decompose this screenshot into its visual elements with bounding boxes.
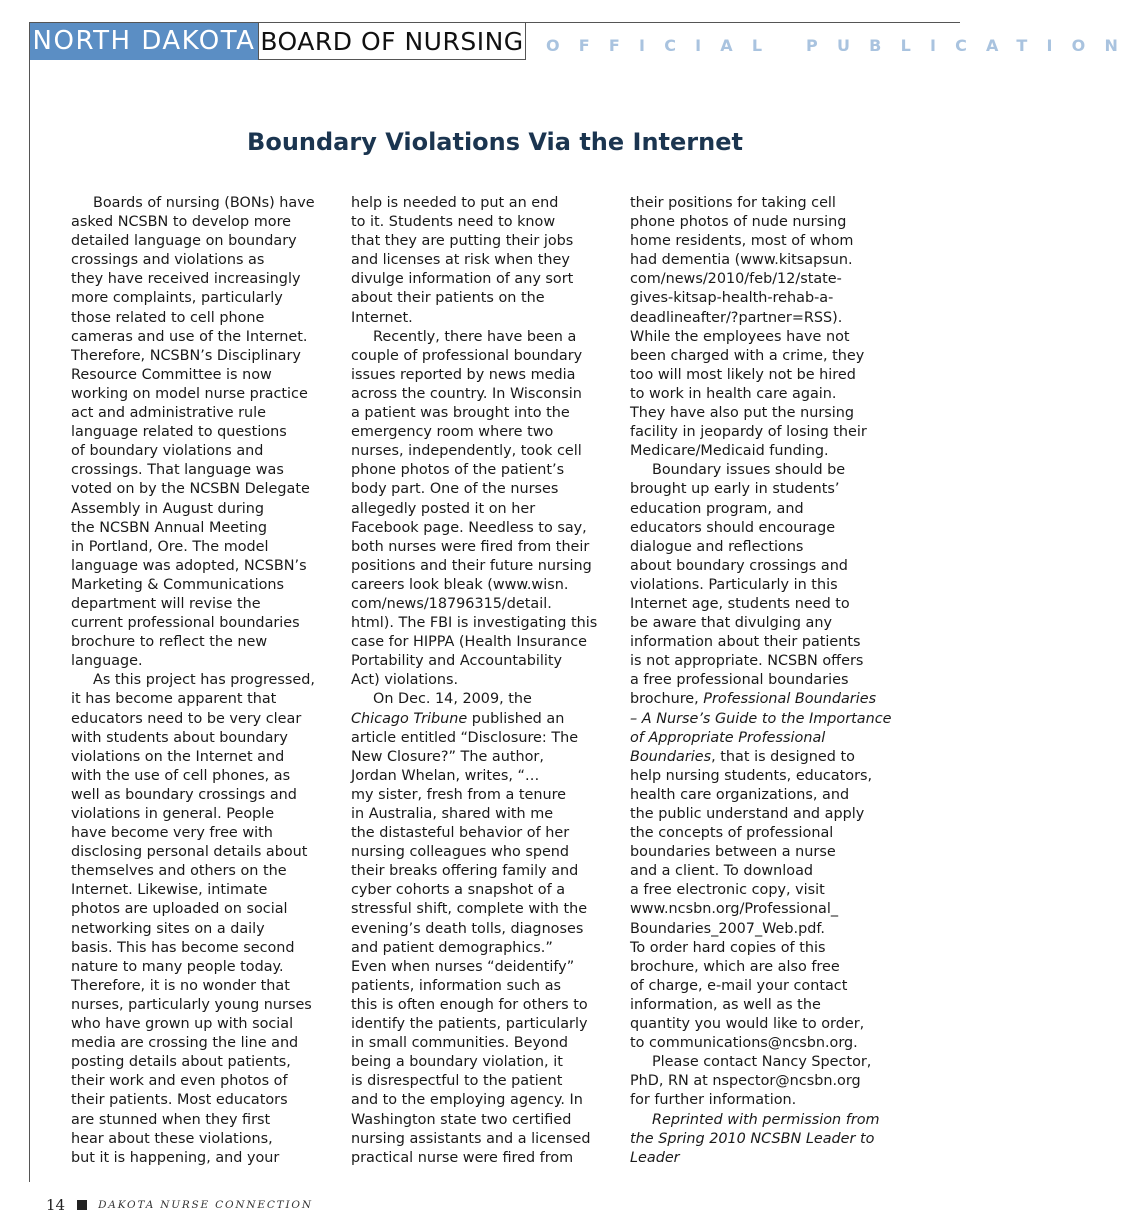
reprint-note (630, 1111, 960, 1168)
paragraph (351, 690, 613, 1167)
masthead-board: BOARD OF NURSING (258, 23, 526, 60)
article-column-2 (351, 194, 613, 1168)
paragraph: As this project has progressed, it has become apparent that educators need to be very clear with students about boundary violations on the Internet and with the use of cell phones, as well as boundary crossings and violations in general. People have become very free with disclosing personal details about themselves and others on the Internet. Likewise, intimate photos are uploaded on social networking sites on a daily basis. This has become second nature to many people today. Therefore, it is no wonder that nurses, particularly young nurses who have grown up with social media are crossing the line and posting details about patients, their work and even photos of their patients. Most educators are stunned when they first hear about these violations, but it is happening, and your (71, 672, 315, 1166)
paragraph: Please contact Nancy Spector, PhD, RN at nspector@ncsbn.org for further information. (630, 1054, 872, 1109)
text-run: , that is designed to help nursing students, educators, health care organizations, and the public understand and apply the concepts of professional boundaries between a nurse and a client. To download a free electronic copy, visit www.ncsbn.org/Professional_ Boundaries_2007_Web.pdf. To order hard copies of this brochure, which are also free of charge, e-mail your contact information, as well as the quantity you would like to order, to communications@ncsbn.org. (630, 748, 873, 1052)
publication-title-italic: Chicago Tribune (351, 710, 468, 727)
reprint-note-text: Reprinted with permission from the Spring 2010 NCSBN Leader to Leader (630, 1111, 880, 1166)
article-column-1 (71, 194, 333, 1168)
paragraph: Boards of nursing (BONs) have asked NCSBN to develop more detailed language on boundary crossings and violations as they have received increasingly more complaints, particularly those related to cell phone cameras and use of the Internet. Therefore, NCSBN’s Disciplinary Resource Committee is now working on model nurse practice act and administrative rule language related to questions of boundary violations and crossings. That language was voted on by the NCSBN Delegate Assembly in August during the NCSBN Annual Meeting in Portland, Ore. The model language was adopted, NCSBN’s Marketing & Communications department will revise the current professional boundaries brochure to reflect the new language. (71, 195, 315, 670)
brochure-title-italic: Professional Boundaries – A Nurse’s Guide to the Importance of Appropriate Professional Boundaries (630, 691, 892, 765)
text-run: On Dec. 14, 2009, the (373, 691, 532, 708)
article-title: Boundary Violations Via the Internet (247, 128, 743, 157)
paragraph (630, 461, 960, 1053)
page-footer (46, 1195, 313, 1215)
page-number: 14 (46, 1196, 66, 1214)
text-run: Boundary issues should be brought up early in students’ education program, and educators should encourage dialogue and reflections about boundary crossings and violations. Particularly in this Internet age, students need to be aware that divulging any information about their patients is not appropriate. NCSBN offers a free professional boundaries brochure, (630, 462, 864, 708)
paragraph: Recently, there have been a couple of professional boundary issues reported by news media across the country. In Wisconsin a patient was brought into the emergency room where two nurses, independently, took cell phone photos of the patient’s body part. One of the nurses allegedly posted it on her Facebook page. Needless to say, both nurses were fired from their positions and their future nursing careers look bleak (www.wisn. com/news/18796315/detail. html). The FBI is investigating this case for HIPPA (Health Insurance Portability and Accountability Act) violations. (351, 328, 598, 689)
paragraph: their positions for taking cell phone photos of nude nursing home residents, most of whom had dementia (www.kitsapsun. com/news/2010/feb/12/state- gives-kitsap-health-rehab-a- deadlineafter/?partner=RSS). While the employees have not been charged with a crime, they too will most likely not be hired to work in health care again. They have also put the nursing facility in jeopardy of losing their Medicare/Medicaid funding. (630, 195, 867, 460)
text-run: published an article entitled “Disclosure: The New Closure?” The author, Jordan Whelan, writes, “… my sister, fresh from a tenure in Australia, shared with me the distasteful behavior of her nursing colleagues who spend their breaks offering family and cyber cohorts a snapshot of a stressful shift, complete with the evening’s death tolls, diagnoses and patient demographics.” Even when nurses “deidentify” patients, information such as this is often enough for others to identify the patients, particularly in small communities. Beyond being a boundary violation, it is disrespectful to the patient and to the employing agency. In Washington state two certified nursing assistants and a licensed practical nurse were fired from (351, 710, 591, 1166)
paragraph: help is needed to put an end to it. Students need to know that they are putting their jobs and licenses at risk when they divulge information of any sort about their patients on the Internet. (351, 195, 574, 326)
square-bullet-icon (77, 1200, 87, 1210)
article-column-3 (630, 194, 960, 1168)
masthead-official-publication: OFFICIAL PUBLICATION (546, 36, 1137, 55)
frame-left-rule (29, 22, 30, 1182)
masthead-state: NORTH DAKOTA (30, 23, 258, 60)
publication-name: DAKOTA NURSE CONNECTION (98, 1199, 313, 1211)
